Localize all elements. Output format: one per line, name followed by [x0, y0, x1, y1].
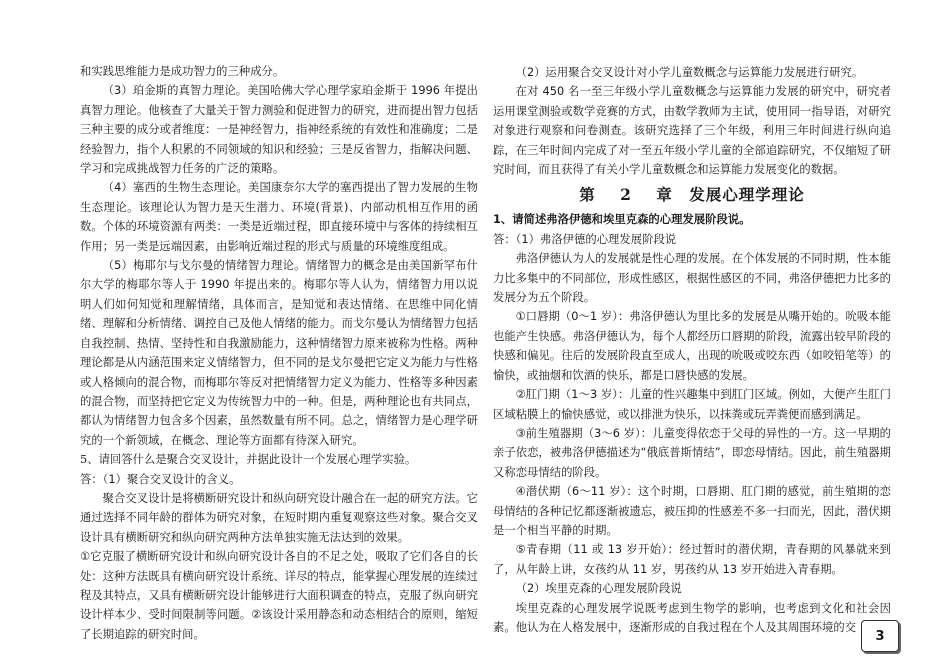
paragraph: ①它克服了横断研究设计和纵向研究设计各自的不足之处，吸取了它们各自的长处：这种方法既具有横向研究设计系统、详尽的特点，能掌握心理发展的连续过程及其特点，又具有横断研究设计能够进行大面积调查的特点，克服了纵向研究设计样本少、受时间限制等问题。②该设计采用静态和动态相结合的原则，缩短了长期追踪的研究时间。 — [80, 550, 478, 641]
right-column — [493, 63, 891, 637]
paragraph: ②肛门期（1～3 岁）：儿童的性兴趣集中到肛门区域。例如，大便产生肛门区域粘膜上的愉快感觉，或以排泄为快乐，以抹粪或玩弄粪便而感到满足。 — [493, 388, 891, 421]
paragraph: ⑤青春期（11 或 13 岁开始）：经过暂时的潜伏期，青春期的风暴就来到了，从年龄上讲，女孩约从 11 岁，男孩约从 13 岁开始进入青春期。 — [493, 543, 891, 576]
answer-heading: 答：（1）弗洛伊德的心理发展阶段说 — [493, 232, 677, 246]
page-number: 3 — [861, 620, 899, 652]
question-heading: 1、请简述弗洛伊德和埃里克森的心理发展阶段说。 — [493, 213, 751, 227]
paragraph: （5）梅耶尔与戈尔曼的情绪智力理论。情绪智力的概念是由美国新罕布什尔大学的梅耶尔等人于 1990 年提出来的。梅耶尔等人认为，情绪智力用以说明人们如何知觉和理解情绪，具体而言，是知觉和表达情绪、在思维中同化情绪、理解和分析情绪、调控自己及他人情绪的能力。而戈尔曼认为情绪智力包括自我控制、热情、坚持性和自我激励能力，这种情绪智力原来被称为性格。两种理论都是从内涵范围来定义情绪智力，但不同的是戈尔曼把它定义为能力与性格或人格倾向的混合物，而梅耶尔等反对把情绪智力定义为能力、性格等多种因素的混合物，而坚持把它定义为传统智力中的一种。但是，两种理论也有共同点，都认为情绪智力包含多个因素，虽然数量有所不同。总之，情绪智力是心理学研究的一个新领域，在概念、理论等方面都有待深入研究。 — [80, 259, 478, 447]
paragraph: （2）运用聚合交叉设计对小学儿童数概念与运算能力发展进行研究。 — [515, 66, 864, 79]
paragraph: ③前生殖器期（3～6 岁）：儿童变得依恋于父母的异性的一方。这一早期的亲子依恋，被弗洛伊德描述为“俄底普斯情结”，即恋母情结。因此，前生殖器期又称恋母情结的阶段。 — [493, 426, 891, 479]
answer-heading: 答：（1）聚合交叉设计的含义。 — [80, 472, 241, 486]
paragraph: 聚合交叉设计是将横断研究设计和纵向研究设计融合在一起的研究方法。它通过选择不同年龄的群体为研究对象，在短时期内重复观察这些对象。聚合交叉设计具有横断研究和纵向研究两种方法单独实施无法达到的效果。 — [80, 491, 478, 544]
paragraph: 和实践思维能力是成功智力的三种成分。 — [80, 65, 285, 78]
question-heading: 5、请回答什么是聚合交叉设计，并据此设计一个发展心理学实验。 — [80, 453, 417, 467]
paragraph: ①口唇期（0～1 岁）：弗洛伊德认为里比多的发展是从嘴开始的。吮吸本能也能产生快感。弗洛伊德认为，每个人都经历口唇期的阶段，流露出较早阶段的快感和偏见。往后的发展阶段直至成人，出现的吮吸或咬东西（如咬铅笔等）的愉快，或抽烟和饮酒的快乐，都是口唇快感的发展。 — [493, 310, 891, 382]
chapter-title: 第 2 章 发展心理学理论 — [579, 185, 805, 205]
paragraph: 在对 450 名一至三年级小学儿童数概念与运算能力发展的研究中，研究者运用课堂测验或数学竞赛的方式，由数学教师为主试，使用同一指导语，对研究对象进行观察和问卷测查。该研究选择了三个年级，利用三年时间进行纵向追踪，在三年时间内完成了对一至五年级小学儿童的全部追踪研究，不仅缩短了研究时间，而且获得了有关小学儿童数概念和运算能力发展变化的数据。 — [493, 85, 891, 177]
left-column — [80, 62, 478, 644]
paragraph: 弗洛伊德认为人的发展就是性心理的发展。在个体发展的不同时期，性本能力比多集中的不同部位，形成性感区，根据性感区的不同，弗洛伊德把力比多的发展分为五个阶段。 — [493, 252, 891, 305]
paragraph: （3）珀金斯的真智力理论。美国哈佛大学心理学家珀金斯于 1996 年提出真智力理论。他核查了大量关于智力测验和促进智力的研究，进而提出智力包括三种主要的成分或者维度：一是神经智力，指神经系统的有效性和准确度；二是经验智力，指个人积累的不同领域的知识和经验；三是反省智力，指解决问题、学习和完成挑战智力任务的广泛的策略。 — [80, 84, 478, 176]
paragraph: （4）塞西的生物生态理论。美国康奈尔大学的塞西提出了智力发展的生物生态理论。该理论认为智力是天生潜力、环境(背景)、内部动机相互作用的函数。个体的环境资源有两类：一类是近端过程，即直接环境中与客体的持续相互作用；另一类是远端因素，由影响近端过程的形式与质量的环境维度组成。 — [80, 181, 478, 253]
paragraph: 埃里克森的心理发展学说既考虑到生物学的影响，也考虑到文化和社会因素。他认为在人格发展中，逐渐形成的自我过程在个人及其周围环境的交 — [493, 601, 891, 634]
subsection-heading: （2）埃里克森的心理发展阶段说 — [515, 582, 682, 596]
paragraph: ④潜伏期（6～11 岁）：这个时期，口唇期、肛门期的感觉，前生殖期的恋母情结的各种记忆都逐渐被遗忘，被压抑的性感差不多一扫而光，因此，潜伏期是一个相当平静的时期。 — [493, 485, 891, 537]
